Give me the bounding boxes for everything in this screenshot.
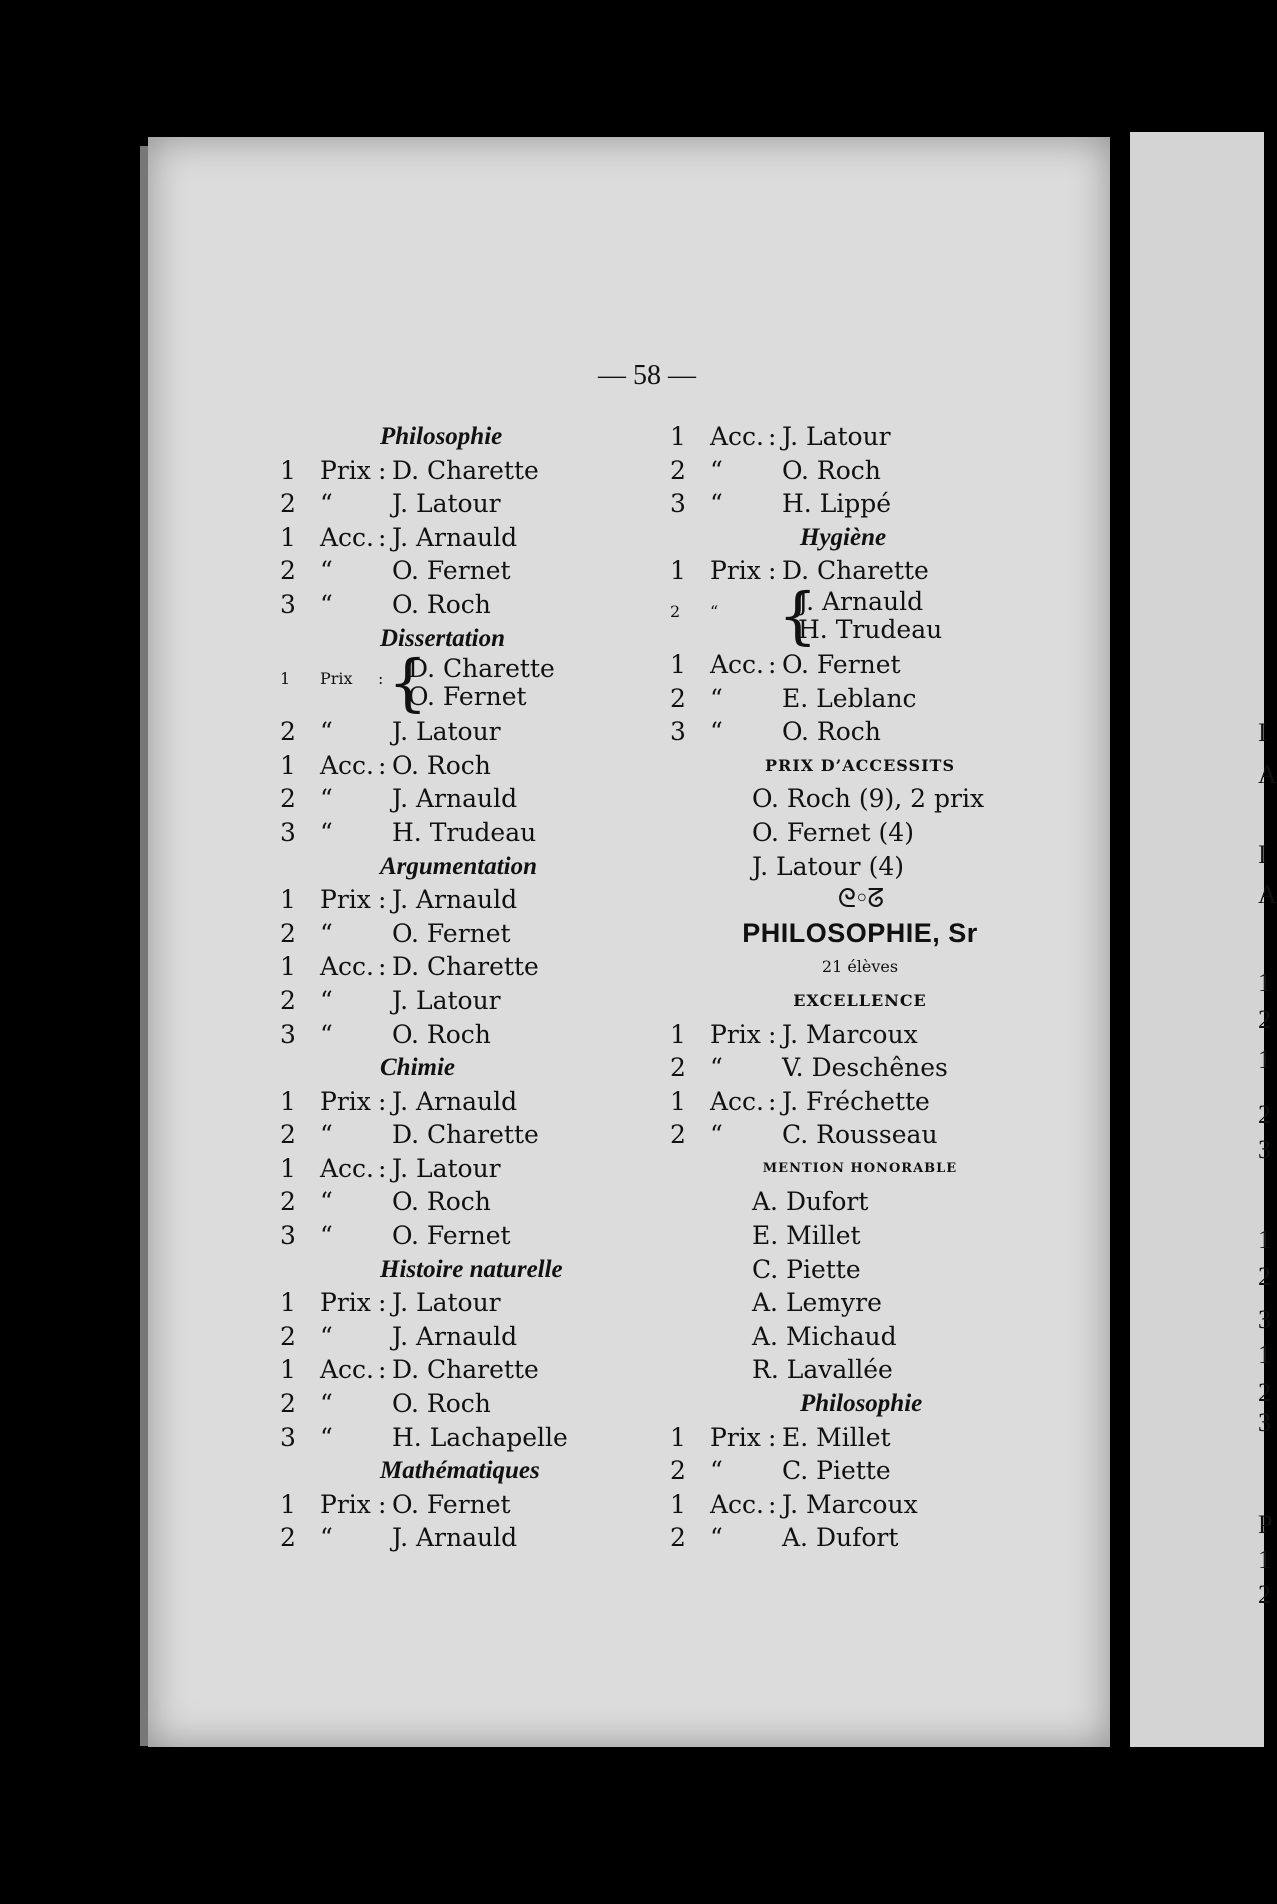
rank-number: 2 (280, 717, 296, 747)
rank-number: 2 (280, 1321, 296, 1351)
separator: : (768, 1422, 777, 1452)
award-row (280, 1387, 568, 1421)
separator: : (768, 422, 777, 451)
award-row (670, 715, 1030, 749)
rank-number: 1 (670, 1422, 686, 1452)
award-row (670, 1454, 1030, 1488)
rank-number: 2 (670, 601, 681, 621)
student-name: H. Lachapelle (392, 1422, 568, 1452)
award-kind: Prix (320, 885, 371, 915)
student-name: J. Arnauld (392, 1086, 518, 1116)
section-heading: Philosophie (380, 423, 503, 450)
class-title: PHILOSOPHIE, Sr (742, 917, 978, 948)
rank-number: 2 (670, 455, 686, 485)
award-row (280, 782, 568, 816)
brace-symbol: { (778, 578, 818, 652)
award-kind: “ (320, 1120, 333, 1150)
listed-name: A. Lemyre (752, 1288, 882, 1318)
section-heading: Philosophie (800, 1390, 923, 1418)
award-row (280, 816, 568, 850)
student-name: D. Charette (392, 455, 539, 485)
separator: : (378, 750, 387, 780)
award-row (280, 487, 568, 521)
award-row (280, 588, 568, 622)
next-page-fragment: 1 (1258, 1340, 1271, 1369)
separator: : (768, 556, 777, 586)
student-name: C. Piette (782, 1456, 891, 1486)
award-row (670, 1521, 1030, 1555)
separator: : (768, 1019, 777, 1049)
rank-number: 2 (280, 985, 296, 1015)
student-name: J. Arnauld (392, 1321, 518, 1351)
award-row (280, 1219, 568, 1253)
rank-number: 2 (280, 1523, 296, 1553)
award-row (280, 1320, 568, 1354)
award-row (280, 1488, 568, 1522)
section-heading: Histoire naturelle (380, 1255, 563, 1283)
next-page-fragment: 1 (1258, 1545, 1271, 1574)
student-name: J. Marcoux (782, 1019, 918, 1049)
next-page-fragment: 3 (1258, 1305, 1271, 1334)
student-name: O. Roch (392, 750, 491, 780)
student-name: O. Roch (782, 717, 881, 747)
page-number: — 58 — (598, 360, 696, 391)
next-page-fragment: 3 (1258, 1135, 1271, 1164)
award-row (670, 487, 1030, 521)
student-name: J. Latour (392, 985, 501, 1015)
section-heading: Mathématiques (380, 1457, 540, 1485)
award-kind: “ (320, 489, 333, 519)
award-row (280, 1286, 568, 1320)
rank-number: 1 (280, 522, 296, 552)
student-name: E. Leblanc (782, 683, 917, 713)
rank-number: 1 (280, 750, 296, 780)
student-name: O. Fernet (392, 918, 511, 948)
award-kind: “ (710, 717, 723, 747)
right-column (670, 420, 1030, 1555)
award-row (280, 917, 568, 951)
student-name: D. Charette (782, 556, 929, 586)
award-row (280, 1353, 568, 1387)
award-row (280, 749, 568, 783)
award-kind: “ (320, 817, 333, 847)
next-page-fragment: 2 (1258, 1005, 1271, 1034)
separator: : (378, 1086, 387, 1116)
award-kind: Acc. (710, 1086, 765, 1116)
rank-number: 3 (280, 817, 296, 847)
rank-number: 1 (670, 1489, 686, 1519)
award-kind: “ (320, 717, 333, 747)
student-name: H. Trudeau (798, 614, 943, 644)
award-row (280, 1018, 568, 1052)
rank-number: 1 (280, 1489, 296, 1519)
rank-number: 2 (280, 918, 296, 948)
student-name: J. Latour (392, 717, 501, 747)
award-kind: “ (710, 1456, 723, 1486)
award-row (280, 883, 568, 917)
award-kind: Acc. (710, 1489, 765, 1519)
rank-number: 1 (280, 885, 296, 915)
award-kind: Prix (710, 556, 761, 586)
student-name: O. Roch (782, 455, 881, 485)
award-row (280, 1152, 568, 1186)
next-page-fragment: I (1258, 840, 1267, 869)
tied-award-row (670, 578, 1030, 652)
student-name: A. Dufort (782, 1523, 899, 1553)
award-row (280, 1521, 568, 1555)
award-row (280, 454, 568, 488)
award-row (280, 984, 568, 1018)
rank-number: 1 (280, 455, 296, 485)
next-page-fragment: 3 (1258, 1408, 1271, 1437)
listed-name: R. Lavallée (752, 1355, 893, 1385)
separator: : (378, 1489, 387, 1519)
award-row (670, 420, 1030, 454)
award-kind: Acc. (320, 1355, 375, 1385)
award-kind: Prix (320, 455, 371, 485)
rank-number: 1 (280, 1355, 296, 1385)
listed-name: O. Roch (9), 2 prix (752, 784, 985, 814)
student-name: O. Fernet (408, 682, 527, 712)
section-heading: Dissertation (380, 624, 506, 652)
award-kind: “ (320, 1221, 333, 1251)
rank-number: 1 (280, 952, 296, 982)
award-row (670, 1118, 1030, 1152)
separator: : (378, 885, 387, 915)
rank-number: 3 (280, 1019, 296, 1049)
award-row (280, 1085, 568, 1119)
award-row (280, 1118, 568, 1152)
award-kind: “ (320, 918, 333, 948)
award-row (670, 1421, 1030, 1455)
separator: : (378, 1288, 387, 1318)
next-page-fragment: 2 (1258, 1262, 1271, 1291)
award-row (670, 648, 1030, 682)
student-name: H. Lippé (782, 489, 892, 519)
rank-number: 2 (280, 1389, 296, 1419)
student-name: D. Charette (392, 1355, 539, 1385)
student-name: D. Charette (392, 1120, 539, 1150)
rank-number: 1 (280, 1153, 296, 1183)
award-kind: “ (320, 1187, 333, 1217)
award-kind: “ (320, 589, 333, 619)
student-name: J. Arnauld (392, 784, 518, 814)
award-row (670, 454, 1030, 488)
student-name: V. Deschênes (782, 1053, 948, 1083)
next-page-edge (1130, 132, 1277, 1747)
award-row (280, 521, 568, 555)
award-kind: Acc. (320, 750, 375, 780)
award-row (670, 1488, 1030, 1522)
student-name: O. Fernet (782, 649, 901, 679)
student-name: O. Roch (392, 589, 491, 619)
caps-heading: MENTION HONORABLE (762, 1160, 958, 1176)
next-page-fragment: P (1258, 1510, 1273, 1539)
rank-number: 2 (670, 1523, 686, 1553)
student-name: J. Arnauld (392, 885, 518, 915)
rank-number: 1 (280, 1288, 296, 1318)
next-page-fragment: A (1258, 880, 1277, 909)
award-kind: “ (320, 1321, 333, 1351)
listed-name: A. Dufort (752, 1187, 869, 1217)
section-heading: Chimie (380, 1054, 456, 1082)
award-kind: Prix (320, 1489, 371, 1519)
student-name: O. Roch (392, 1019, 491, 1049)
student-name: C. Rousseau (782, 1120, 938, 1150)
student-name: O. Fernet (392, 1221, 511, 1251)
award-kind: Acc. (710, 649, 765, 679)
student-name: O. Fernet (392, 556, 511, 586)
award-kind: Prix (320, 1086, 371, 1116)
award-label (280, 669, 392, 688)
student-name: J. Latour (392, 489, 501, 519)
tied-names (408, 655, 555, 711)
rank-number: 1 (670, 1019, 686, 1049)
rank-number: 2 (670, 683, 686, 713)
award-kind: “ (710, 1523, 723, 1553)
separator: : (768, 1086, 777, 1116)
student-name: J. Fréchette (782, 1086, 930, 1116)
student-name: J. Marcoux (782, 1489, 918, 1519)
award-row (670, 1051, 1030, 1085)
rank-number: 3 (670, 489, 686, 519)
next-page-fragment: 1 (1258, 1225, 1271, 1254)
award-row (280, 554, 568, 588)
next-page-fragment: I (1258, 718, 1267, 747)
award-kind: Prix (320, 1288, 371, 1318)
rank-number: 2 (670, 1053, 686, 1083)
award-row (670, 554, 1030, 588)
award-row (280, 950, 568, 984)
caps-heading: PRIX D’ACCESSITS (764, 755, 956, 775)
next-page-fragment: 2 (1258, 1378, 1271, 1407)
award-label (670, 602, 782, 621)
award-kind: “ (710, 489, 723, 519)
award-kind: “ (710, 1120, 723, 1150)
next-page-fragment: A (1258, 760, 1277, 789)
award-kind: Acc. (320, 1153, 375, 1183)
rank-number: 1 (670, 649, 686, 679)
award-kind: “ (320, 985, 333, 1015)
rank-number: 1 (280, 1086, 296, 1116)
award-kind: “ (710, 683, 723, 713)
next-page-fragment: 1 (1258, 1045, 1271, 1074)
student-name: O. Roch (392, 1389, 491, 1419)
award-row (670, 1018, 1030, 1052)
student-name: J. Latour (782, 422, 891, 451)
separator: : (378, 522, 387, 552)
award-kind: “ (320, 1019, 333, 1049)
rank-number: 2 (670, 1120, 686, 1150)
student-name: H. Trudeau (392, 817, 537, 847)
next-page-fragment: 2 (1258, 1580, 1271, 1609)
student-name: D. Charette (392, 952, 539, 982)
student-name: O. Fernet (392, 1489, 511, 1519)
award-kind: Prix (320, 669, 353, 689)
student-name: E. Millet (782, 1422, 891, 1452)
decorative-ornament: ᘓ◦ᘔ (837, 884, 883, 915)
award-kind: Prix (710, 1019, 761, 1049)
separator: : (378, 1153, 387, 1183)
award-kind: “ (320, 1422, 333, 1452)
separator: : (768, 1489, 777, 1519)
rank-number: 1 (670, 556, 686, 586)
rank-number: 3 (280, 1422, 296, 1452)
tied-names (798, 588, 942, 644)
student-name: J. Arnauld (392, 1523, 518, 1553)
listed-name: J. Latour (4) (752, 851, 904, 881)
award-row (280, 1185, 568, 1219)
rank-number: 2 (280, 784, 296, 814)
separator: : (768, 649, 777, 679)
rank-number: 3 (280, 1221, 296, 1251)
listed-name: O. Fernet (4) (752, 817, 914, 847)
section-heading: Argumentation (380, 852, 537, 880)
student-name: O. Roch (392, 1187, 491, 1217)
listed-name: C. Piette (752, 1254, 861, 1284)
award-kind: Prix (710, 1422, 761, 1452)
award-kind: “ (320, 1523, 333, 1553)
tied-award-row (280, 646, 568, 720)
award-kind: Acc. (710, 422, 765, 451)
award-row (670, 1085, 1030, 1119)
rank-number: 1 (280, 669, 291, 689)
next-page-fragment: 2 (1258, 1100, 1271, 1129)
award-kind: “ (320, 1389, 333, 1419)
left-column (280, 420, 568, 1555)
award-kind: “ (710, 455, 723, 485)
rank-number: 2 (670, 1456, 686, 1486)
section-heading: Hygiène (800, 523, 887, 551)
award-row (670, 682, 1030, 716)
student-name: J. Latour (392, 1288, 501, 1318)
rank-number: 3 (280, 589, 296, 619)
student-name: J. Arnauld (798, 586, 924, 616)
separator: : (378, 455, 387, 485)
rank-number: 1 (670, 422, 686, 451)
separator: : (378, 1355, 387, 1385)
brace-symbol: { (388, 646, 428, 720)
rank-number: 1 (670, 1086, 686, 1116)
rank-number: 2 (280, 556, 296, 586)
student-name: D. Charette (408, 654, 555, 684)
student-name: J. Arnauld (392, 522, 518, 552)
rank-number: 2 (280, 489, 296, 519)
separator: : (378, 952, 387, 982)
listed-name: A. Michaud (752, 1321, 897, 1351)
rank-number: 2 (280, 1120, 296, 1150)
student-name: J. Latour (392, 1153, 501, 1183)
listed-name: E. Millet (752, 1221, 861, 1251)
rank-number: 3 (670, 717, 686, 747)
separator: : (378, 669, 384, 689)
award-row (280, 715, 568, 749)
award-kind: Acc. (320, 952, 375, 982)
award-kind: “ (710, 1053, 723, 1083)
award-row (280, 1421, 568, 1455)
caps-heading: EXCELLENCE (793, 990, 927, 1010)
student-count: 21 élèves (821, 957, 899, 977)
award-kind: Acc. (320, 522, 375, 552)
award-kind: “ (320, 556, 333, 586)
rank-number: 2 (280, 1187, 296, 1217)
next-page-fragment: 1 (1258, 968, 1271, 997)
award-kind: “ (710, 601, 719, 621)
award-kind: “ (320, 784, 333, 814)
